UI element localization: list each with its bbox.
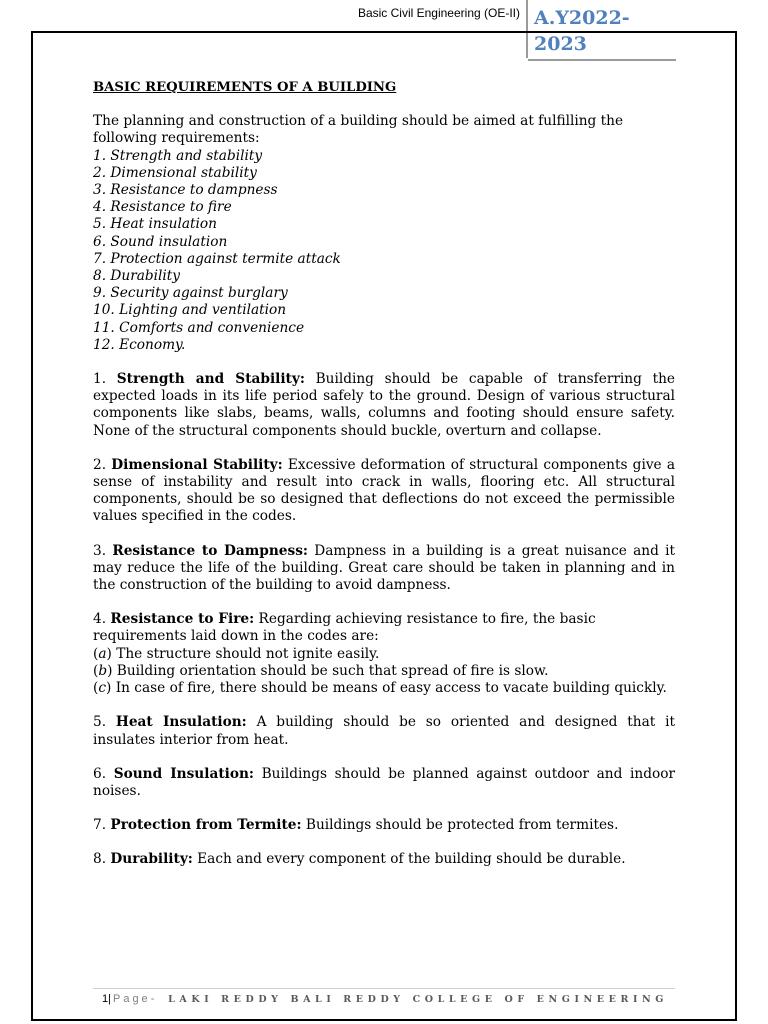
list-item: 10. Lighting and ventilation [93,302,287,319]
section-text: Dampness in a building is a great nuisance and it may reduce the life of the building. Great care should be taken in planning and in the construction of the building to avoid dampness. [93,542,675,594]
section-heading: Resistance to Fire: [110,611,255,628]
header-academic-year: A.Y2022-2023 [534,7,630,55]
list-item: 4. Resistance to fire [93,199,232,216]
section-heat-insulation [93,714,675,748]
section-heading: Durability: [110,851,193,868]
subpoint-text: Building orientation should be such that spread of fire is slow. [112,662,549,679]
subpoint-label: b [98,662,108,679]
list-item: 7. Protection against termite attack [93,250,341,267]
list-item: 2. Dimensional stability [93,164,257,181]
document-body [93,79,675,869]
section-number: 3. [93,542,113,559]
section-heading: Protection from Termite: [110,817,302,834]
fire-subpoint-c: (c) In case of fire, there should be means of easy access to vacate building quickly. [93,680,667,697]
subpoint-label: a [98,645,107,662]
section-number: 7. [93,817,111,834]
section-number: 6. [93,765,114,782]
page-footer [102,993,668,1005]
section-heading: Heat Insulation: [115,714,247,731]
intro-paragraph: The planning and construction of a building should be aimed at fulfilling the following requirements: [93,113,624,147]
list-item: 8. Durability [93,268,181,285]
section-termite-protection [93,817,675,834]
section-text: Building should be capable of transferring the expected loads in its life period safely to the ground. Design of various structural components like slabs, beams, walls, columns and footing should ensure safety. None of the structural components should buckle, overturn and collapse. [93,371,675,439]
fire-subpoint-b: (b) Building orientation should be such that spread of fire is slow. [93,662,549,679]
section-number: 4. [93,611,111,628]
section-text: A building should be so oriented and designed that it insulates interior from heat. [93,714,675,748]
section-heading: Strength and Stability: [116,371,305,388]
section-number: 1. [93,371,117,388]
section-resistance-fire [93,611,675,697]
subpoint-label: c [98,680,107,697]
college-name: LAKI REDDY BALI REDDY COLLEGE OF ENGINEERING [168,994,668,1005]
section-number: 5. [93,714,116,731]
list-item: 9. Security against burglary [93,285,288,302]
list-item: 3. Resistance to dampness [93,182,278,199]
page-label [113,993,157,1005]
section-sound-insulation [93,766,675,800]
fire-subpoint-a: (a) The structure should not ignite easily. [93,645,380,662]
section-heading: Dimensional Stability: [111,456,283,473]
section-dimensional-stability [93,457,675,526]
section-text: Buildings should be protected from termites. [301,817,619,834]
section-heading: Resistance to Dampness: [112,542,308,559]
page-label-text: Page [112,993,151,1005]
section-number: 8. [93,851,111,868]
section-resistance-dampness [93,543,675,595]
list-item: 11. Comforts and convenience [93,319,305,336]
page-separator: | [108,993,111,1005]
section-text: Excessive deformation of structural components give a sense of instability and result into crack in walls, flooring etc. All structural components, should be so designed that deflections do not exceed the permissible values specified in the codes. [93,456,675,525]
section-number: 2. [93,456,112,473]
section-heading: Sound Insulation: [113,765,254,782]
section-text: Regarding achieving resistance to fire, the basic requirements laid down in the codes are: [93,611,596,645]
list-item: 5. Heat insulation [93,216,217,233]
list-item: 6. Sound insulation [93,233,228,250]
section-intro [93,611,675,645]
subpoint-text: In case of fire, there should be means of easy access to vacate building quickly. [111,680,667,697]
section-text: Buildings should be planned against outdoor and indoor noises. [93,765,675,799]
list-item: 1. Strength and stability [93,147,263,164]
page-title: BASIC REQUIREMENTS OF A BUILDING [93,80,397,95]
footer-divider [93,988,675,989]
section-text: Each and every component of the building should be durable. [192,851,626,868]
header-course-name: Basic Civil Engineering (OE-II) [357,6,520,20]
subpoint-text: The structure should not ignite easily. [111,645,380,662]
list-item: 12. Economy. [93,336,186,353]
page-label-dash: - [150,993,158,1005]
requirements-list [93,148,675,354]
page-number: 1 [102,993,109,1005]
section-durability [93,851,675,868]
section-strength-stability [93,371,675,440]
